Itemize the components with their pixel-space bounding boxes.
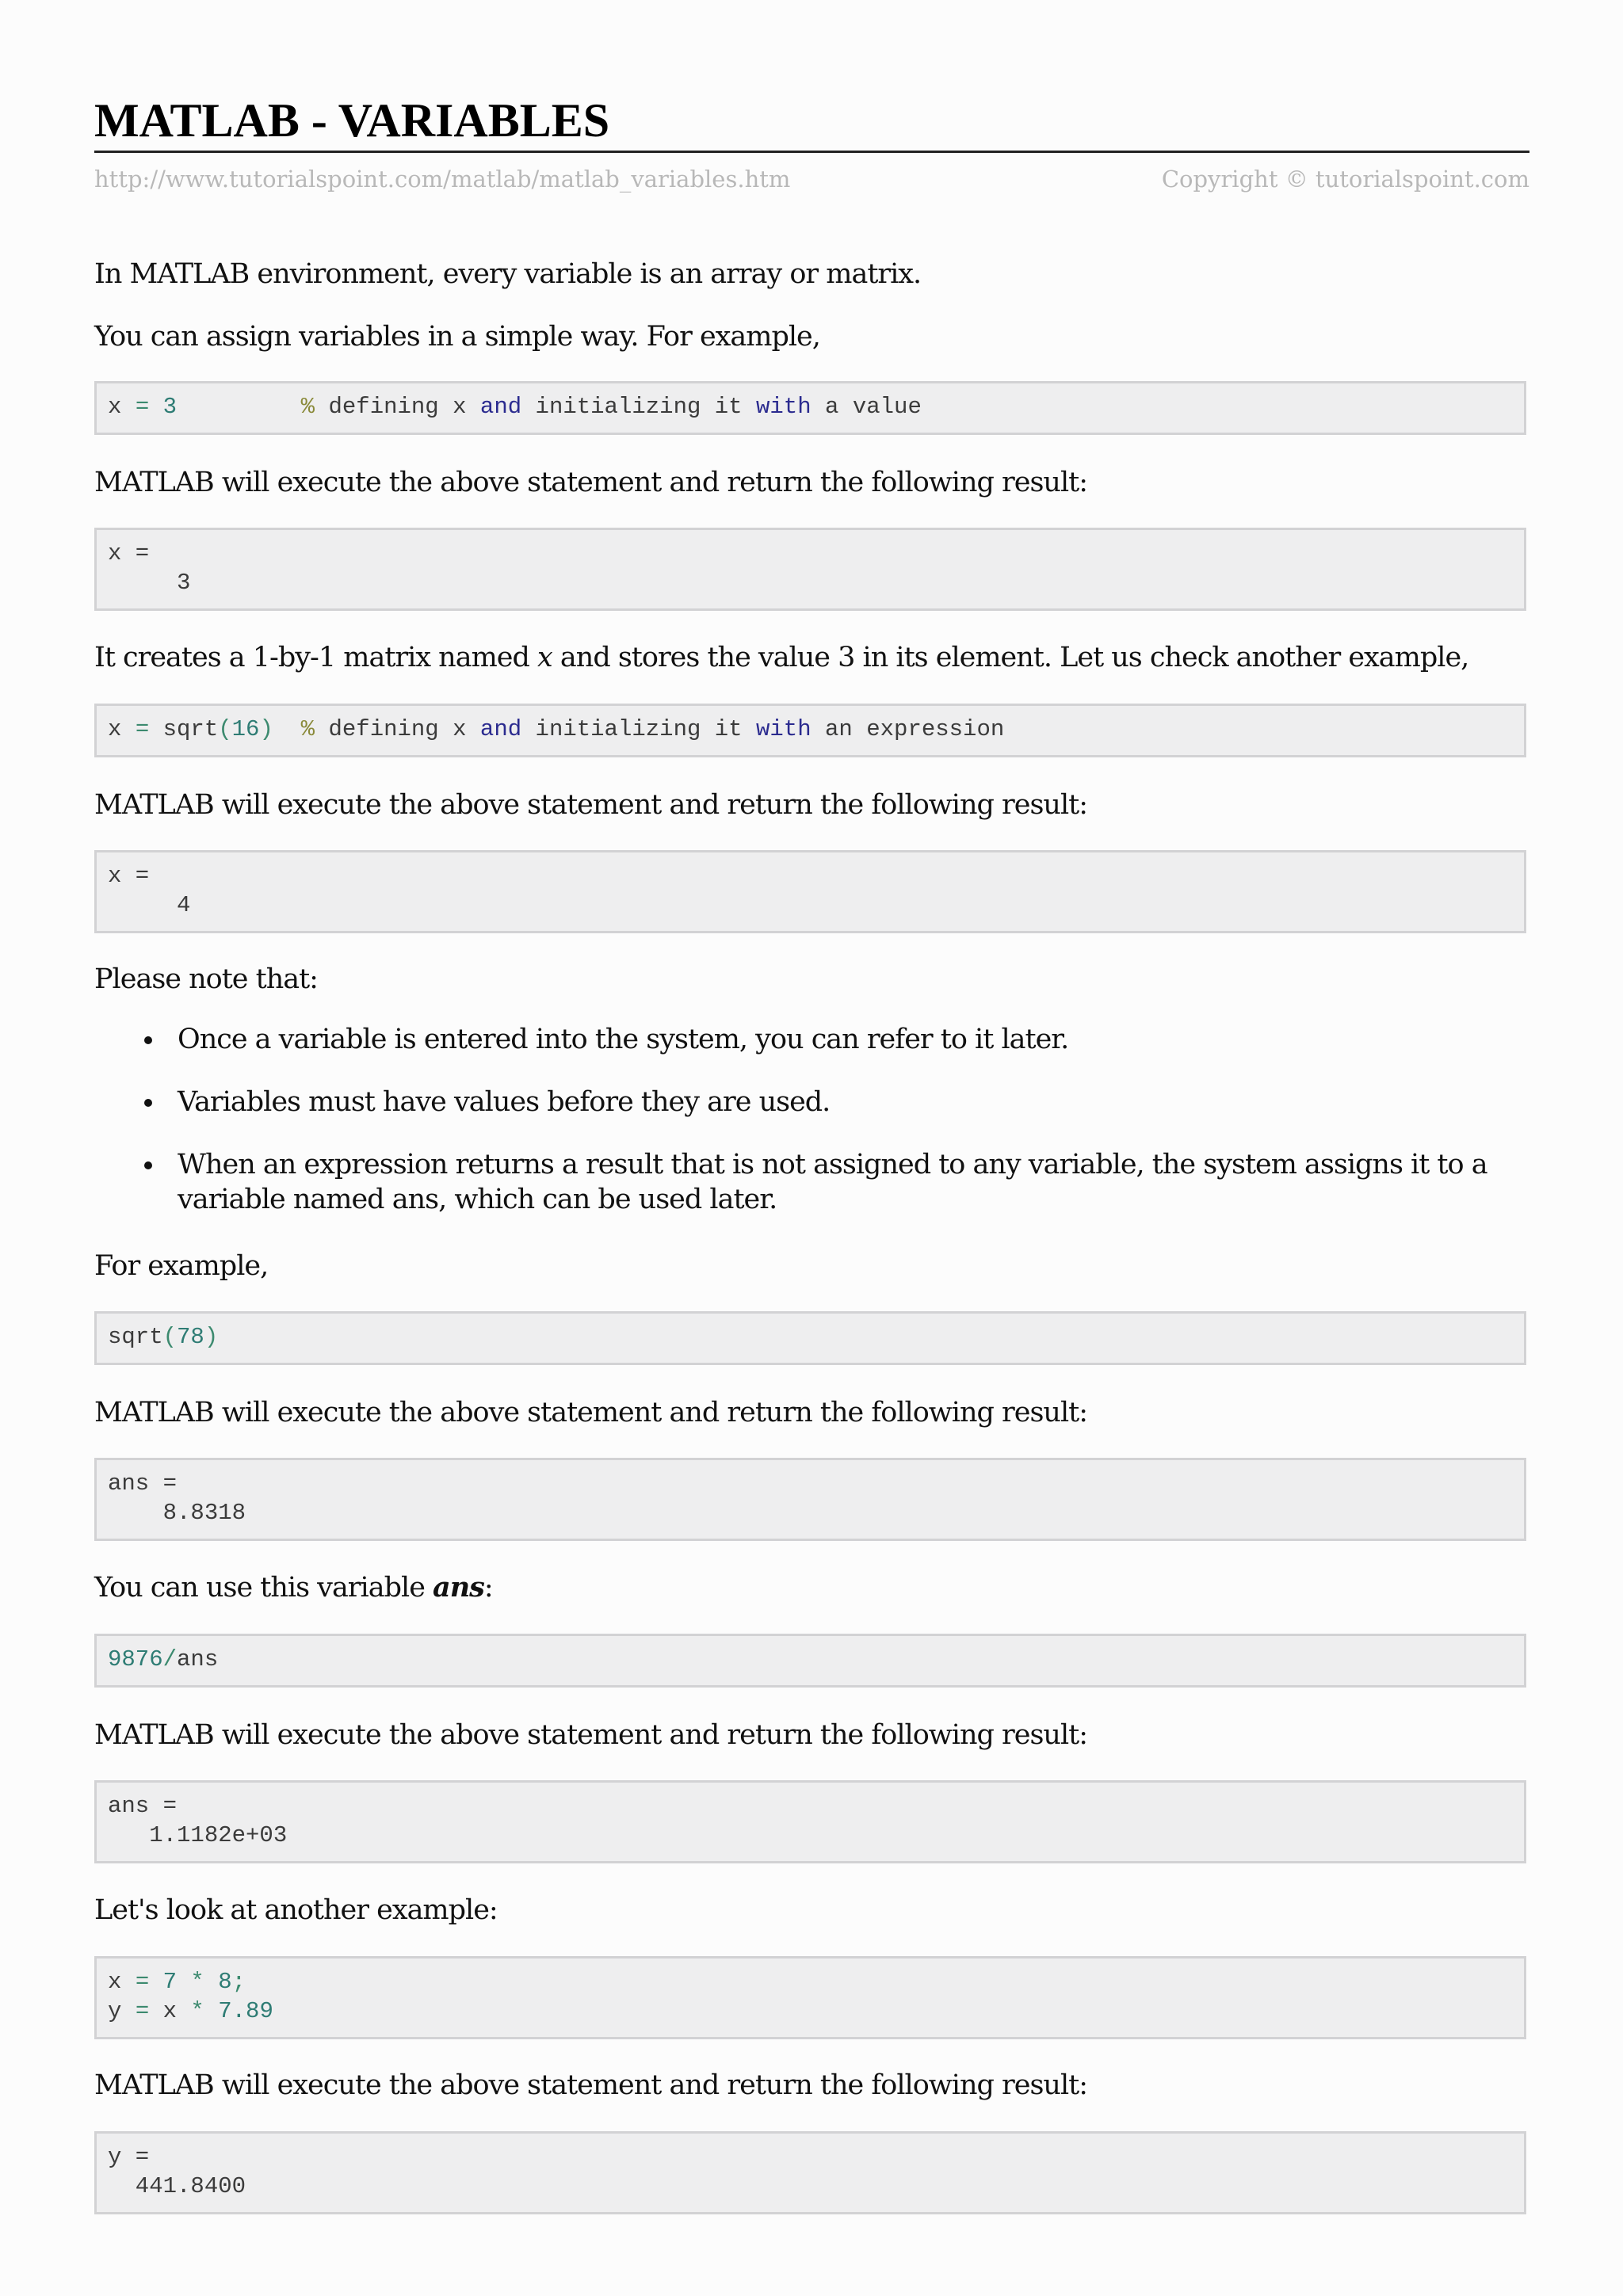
code-token: sqrt (149, 716, 219, 742)
code-token: = (135, 716, 150, 742)
code-token: 16 (231, 716, 260, 742)
code-token: * (177, 1998, 204, 2024)
code-token: * (177, 1969, 204, 1995)
code-token: with (756, 394, 812, 420)
code-token: = (135, 1969, 150, 1995)
code-token: % (300, 394, 315, 420)
output-block: y = 441.8400 (94, 2131, 1526, 2214)
code-token (177, 394, 301, 420)
code-token: % (300, 716, 315, 742)
source-url[interactable]: http://www.tutorialspoint.com/matlab/matlab_variables.htm (94, 166, 791, 193)
code-token: 8 (204, 1969, 232, 1995)
paragraph: MATLAB will execute the above statement and return the following result: (94, 789, 1088, 821)
code-token: ; (231, 1969, 246, 1995)
bullet-icon (144, 1161, 152, 1169)
code-token: 7 (149, 1969, 178, 1995)
code-token: ( (218, 716, 232, 742)
code-token: ) (259, 716, 273, 742)
paragraph: You can use this variable ans: (94, 1571, 493, 1604)
paragraph: It creates a 1-by-1 matrix named x and stores the value 3 in its element. Let us check another example, (94, 642, 1469, 673)
code-block (94, 1956, 1526, 2039)
code-token: x (149, 1998, 178, 2024)
code-token: with (756, 716, 812, 742)
code-token: = (135, 394, 150, 420)
code-block (94, 381, 1526, 435)
output-block: x = 3 (94, 528, 1526, 611)
paragraph: Let's look at another example: (94, 1894, 498, 1926)
code-token: and (479, 394, 522, 420)
code-token: defining x (315, 716, 480, 742)
paragraph: Please note that: (94, 963, 318, 995)
paragraph: MATLAB will execute the above statement and return the following result: (94, 1397, 1088, 1428)
paragraph: MATLAB will execute the above statement and return the following result: (94, 467, 1088, 498)
output-block: ans = 1.1182e+03 (94, 1780, 1526, 1863)
paragraph: For example, (94, 1250, 269, 1282)
bullet-icon (144, 1099, 152, 1107)
code-token: x (108, 394, 136, 420)
code-token: an expression (811, 716, 1005, 742)
bullet-icon (144, 1036, 152, 1044)
code-token: x (108, 1969, 136, 1995)
code-token: / (162, 1646, 178, 1672)
output-block: x = 4 (94, 850, 1526, 933)
code-token: y (108, 1998, 136, 2024)
paragraph: You can assign variables in a simple way. For example, (94, 321, 820, 353)
notes-list (94, 1022, 1529, 1245)
title-divider (94, 151, 1529, 153)
page-title: MATLAB - VARIABLES (94, 94, 610, 147)
code-token: 3 (149, 394, 178, 420)
code-token: defining x (315, 394, 480, 420)
code-token: ) (204, 1324, 219, 1350)
list-item: Variables must have values before they are used. (94, 1085, 1529, 1119)
code-token: ( (162, 1324, 178, 1350)
output-block: ans = 8.8318 (94, 1458, 1526, 1541)
code-block (94, 704, 1526, 757)
code-token: sqrt (108, 1324, 163, 1350)
list-item: Once a variable is entered into the system, you can refer to it later. (94, 1022, 1529, 1057)
code-block (94, 1311, 1526, 1365)
code-token: initializing it (521, 394, 756, 420)
code-block (94, 1634, 1526, 1688)
code-token: 78 (177, 1324, 204, 1350)
code-token: ans (177, 1646, 219, 1672)
copyright-notice: Copyright © tutorialspoint.com (1161, 166, 1529, 193)
code-token: x (108, 716, 136, 742)
list-item: When an expression returns a result that is not assigned to any variable, the system assigns it to a variable named ans, which can be used later. (94, 1147, 1529, 1217)
code-token (273, 716, 301, 742)
code-token: 7.89 (204, 1998, 273, 2024)
code-token: 9876 (108, 1646, 163, 1672)
paragraph: MATLAB will execute the above statement and return the following result: (94, 1719, 1088, 1751)
paragraph: In MATLAB environment, every variable is an array or matrix. (94, 258, 922, 290)
code-token: and (479, 716, 522, 742)
code-token: initializing it (521, 716, 756, 742)
code-token: a value (811, 394, 922, 420)
paragraph: MATLAB will execute the above statement and return the following result: (94, 2069, 1088, 2101)
code-token: = (135, 1998, 150, 2024)
